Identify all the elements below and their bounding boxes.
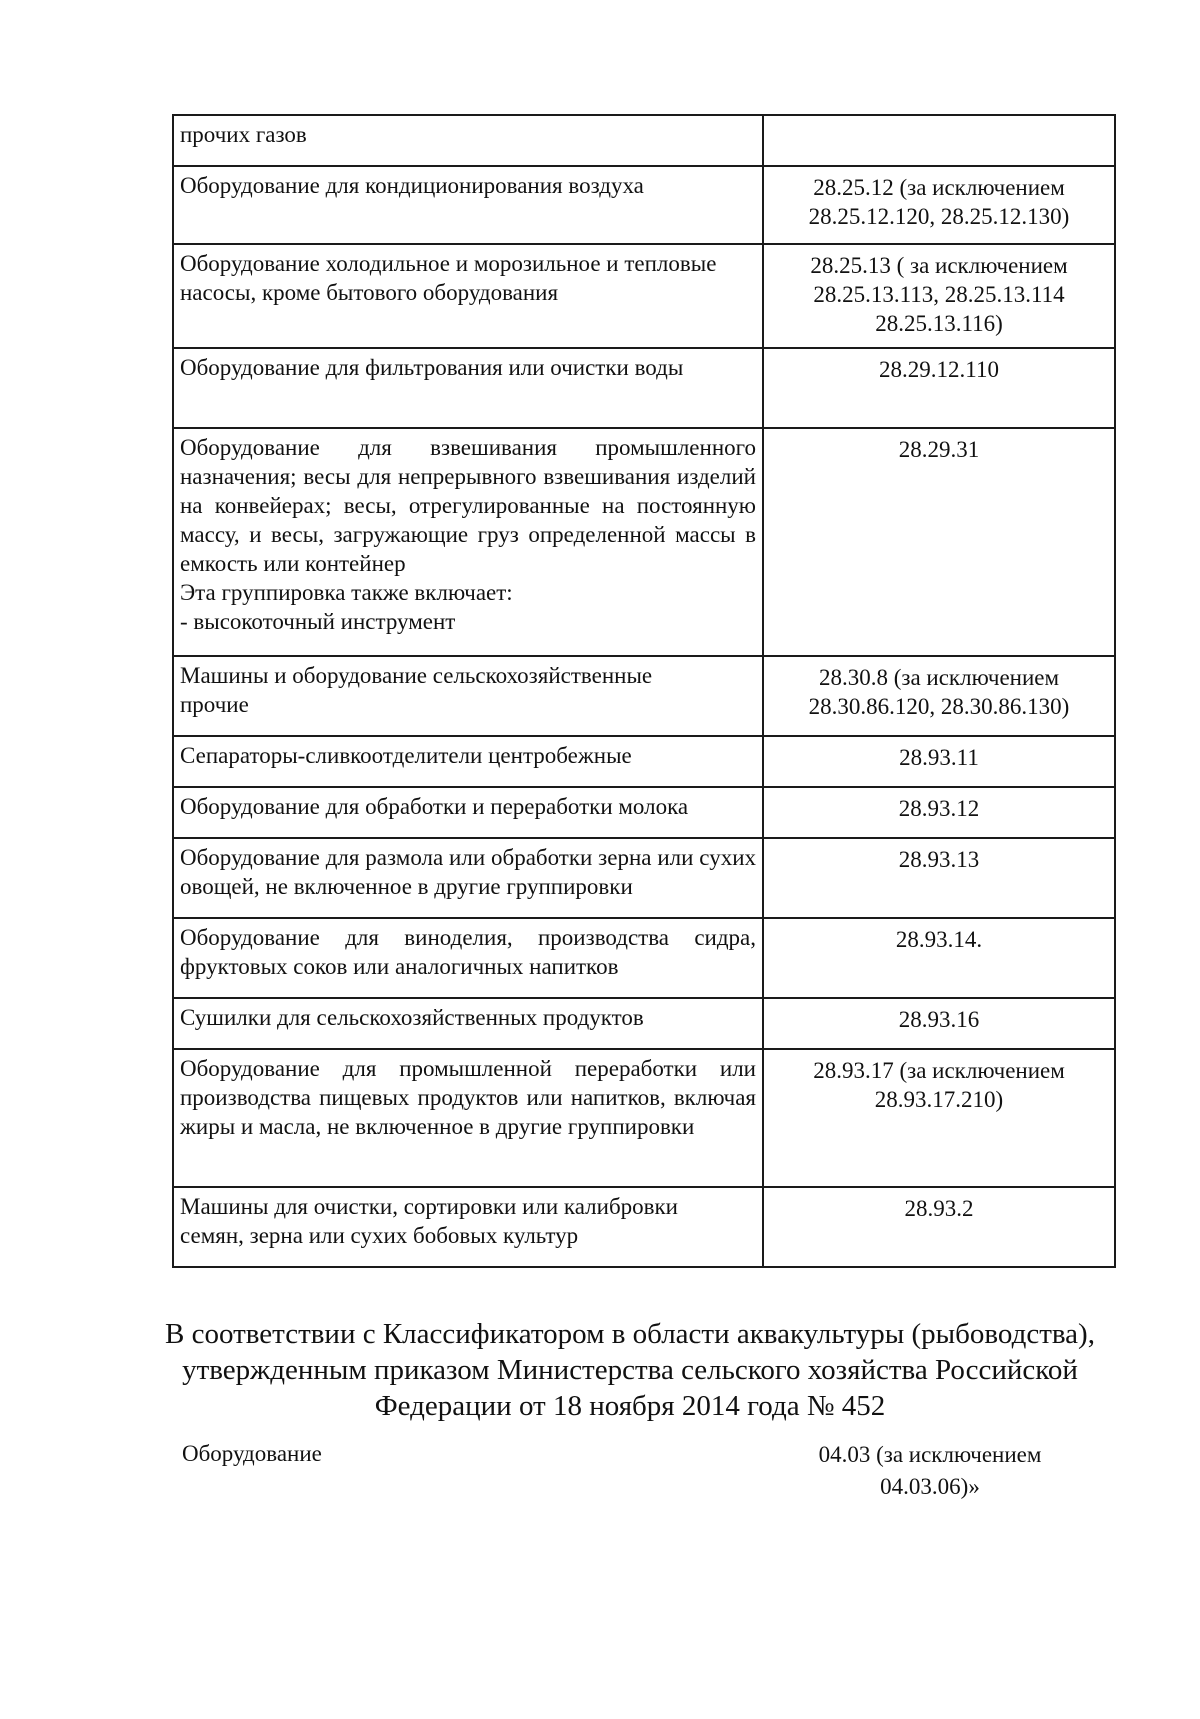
table-row — [173, 244, 1115, 348]
okpd-code: 28.25.13 ( за исключением — [810, 253, 1068, 278]
equipment-name-cell — [173, 428, 763, 656]
okpd-code-cell — [763, 348, 1115, 428]
okpd-code: 28.25.12 (за исключением — [813, 175, 1065, 200]
table-row — [173, 998, 1115, 1049]
okpd-code-exceptions: 28.25.13.116) — [875, 311, 1003, 336]
equipment-name: Оборудование для фильтрования или очистки воды — [180, 355, 684, 380]
equipment-name: Оборудование холодильное и морозильное и тепловые насосы, кроме бытового оборудования — [180, 251, 717, 305]
okpd-code: 28.29.12.110 — [879, 357, 999, 382]
equipment-name: Машины и оборудование сельскохозяйственные прочие — [180, 663, 653, 717]
okpd-code: 28.93.12 — [898, 796, 980, 821]
table-row — [173, 166, 1115, 244]
heading-line: В соответствии с Классификатором в области аквакультуры (рыбоводства), — [165, 1318, 1095, 1350]
equipment-name: Оборудование для промышленной переработки или производства пищевых продуктов или напитков, включая жиры и масла, не включенное в другие группировки — [180, 1056, 756, 1139]
equipment-name-cell — [173, 656, 763, 736]
equipment-name-cell — [173, 1049, 763, 1187]
equipment-name: Сушилки для сельскохозяйственных продуктов — [180, 1005, 644, 1030]
equipment-name-cell — [173, 918, 763, 998]
okpd-code-exceptions: 28.93.17.210) — [874, 1087, 1004, 1112]
okpd-code-cell — [763, 838, 1115, 918]
okpd-code-cell — [763, 244, 1115, 348]
equipment-name: Оборудование для взвешивания промышленного назначения; весы для непрерывного взвешивания изделий на конвейерах; весы, отрегулированные на постоянную массу, и весы, загружающие груз определенной массы в емкость или контейнер — [180, 435, 756, 576]
equipment-name-cell — [173, 998, 763, 1049]
table-row — [173, 348, 1115, 428]
table-row — [173, 656, 1115, 736]
okpd-code-exceptions: 28.25.13.113, 28.25.13.114 — [813, 282, 1065, 307]
okpd-code-cell — [763, 166, 1115, 244]
okpd-code: 28.93.17 (за исключением — [813, 1058, 1065, 1083]
okpd-code-exceptions: 28.30.86.120, 28.30.86.130) — [808, 694, 1070, 719]
equipment-name: прочих газов — [180, 122, 307, 147]
table-row — [173, 1049, 1115, 1187]
equipment-name: Сепараторы-сливкоотделители центробежные — [180, 743, 632, 768]
equipment-name-cell — [173, 115, 763, 166]
equipment-name: Оборудование для обработки и переработки молока — [180, 794, 689, 819]
table-row — [173, 115, 1115, 166]
okpd-code-cell — [763, 428, 1115, 656]
equipment-name-cell — [173, 348, 763, 428]
okpd-code: 28.30.8 (за исключением — [818, 665, 1060, 690]
table-row — [173, 736, 1115, 787]
aquaculture-equipment-code — [780, 1439, 1080, 1503]
okpd-code: 28.29.31 — [898, 437, 980, 462]
aquaculture-code-line: 04.03 (за исключением — [818, 1442, 1042, 1467]
aquaculture-equipment-label: Оборудование — [182, 1441, 322, 1466]
equipment-name-cell — [173, 1187, 763, 1267]
okpd-code: 28.93.14. — [895, 927, 983, 952]
table-row — [173, 787, 1115, 838]
heading-line: утвержденным приказом Министерства сельского хозяйства Российской — [182, 1354, 1078, 1386]
equipment-name-cell — [173, 166, 763, 244]
okpd-code: 28.93.13 — [898, 847, 980, 872]
okpd-code-cell — [763, 736, 1115, 787]
okpd-code-cell — [763, 1187, 1115, 1267]
table-row — [173, 838, 1115, 918]
equipment-name-cell — [173, 838, 763, 918]
aquaculture-code-line: 04.03.06)» — [880, 1474, 980, 1499]
equipment-name-cell — [173, 787, 763, 838]
equipment-name-cell — [173, 736, 763, 787]
classifier-table-body — [173, 115, 1115, 1267]
okpd-code-cell — [763, 115, 1115, 166]
heading-line: Федерации от 18 ноября 2014 года № 452 — [374, 1390, 886, 1422]
equipment-name: Оборудование для виноделия, производства сидра, фруктовых соков или аналогичных напитков — [180, 925, 756, 979]
equipment-name: Оборудование для кондиционирования воздуха — [180, 173, 644, 198]
okpd-code: 28.93.11 — [899, 745, 979, 770]
okpd-code-cell — [763, 1049, 1115, 1187]
equipment-note-item: - высокоточный инструмент — [180, 609, 456, 634]
okpd-code-cell — [763, 787, 1115, 838]
equipment-note: Эта группировка также включает: — [180, 580, 513, 605]
equipment-name: Машины для очистки, сортировки или калибровки семян, зерна или сухих бобовых культур — [180, 1194, 678, 1248]
okpd-code: 28.93.16 — [898, 1007, 980, 1032]
okpd-code-cell — [763, 918, 1115, 998]
table-row — [173, 918, 1115, 998]
okpd-code-cell — [763, 998, 1115, 1049]
table-row — [173, 1187, 1115, 1267]
okpd-code-exceptions: 28.25.12.120, 28.25.12.130) — [808, 204, 1070, 229]
equipment-name-cell — [173, 244, 763, 348]
okpd-code: 28.93.2 — [904, 1196, 974, 1221]
okpd-code-cell — [763, 656, 1115, 736]
equipment-name: Оборудование для размола или обработки зерна или сухих овощей, не включенное в другие группировки — [180, 845, 756, 899]
table-row — [173, 428, 1115, 656]
aquaculture-classifier-heading — [150, 1316, 1110, 1424]
classifier-table — [172, 114, 1116, 1268]
